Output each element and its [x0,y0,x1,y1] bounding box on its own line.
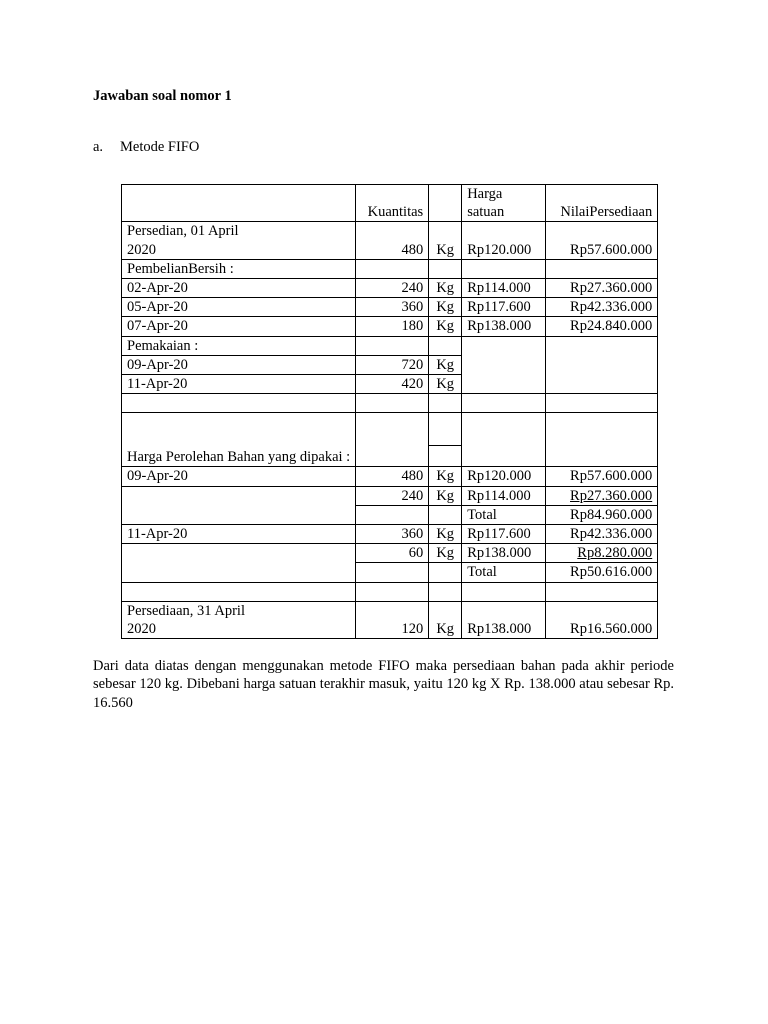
list-item-letter: a. [93,139,104,155]
hpp-value: Rp8.280.000 [577,545,653,562]
total-label: Total [462,563,546,582]
closing-qty: 120 [356,601,429,638]
opening-price: Rp120.000 [462,222,546,259]
hpp-date: 11-Apr-20 [122,525,356,544]
table-row [122,486,658,505]
table-row [122,279,658,298]
hpp-price: Rp117.600 [462,525,546,544]
hpp-label: Harga Perolehan Bahan yang dipakai : [122,413,356,467]
table-row [122,413,658,467]
usage-date: 09-Apr-20 [122,355,356,374]
total-value: Rp84.960.000 [546,505,658,524]
table-row [122,336,658,355]
purchase-unit: Kg [429,279,462,298]
list-item-label: Metode FIFO [120,139,200,155]
table-row [122,601,658,638]
purchase-qty: 360 [356,298,429,317]
usage-unit: Kg [429,375,462,394]
hpp-price: Rp120.000 [462,467,546,486]
hpp-unit: Kg [429,525,462,544]
header-kuantitas: Kuantitas [356,185,429,222]
purchase-price: Rp117.600 [462,298,546,317]
hpp-value: Rp42.336.000 [546,525,658,544]
purchase-date: 05-Apr-20 [122,298,356,317]
hpp-value: Rp57.600.000 [546,467,658,486]
opening-label-line1: Persedian, 01 April [127,223,239,240]
hpp-qty: 360 [356,525,429,544]
hpp-date: 09-Apr-20 [122,467,356,486]
conclusion-paragraph: Dari data diatas dengan menggunakan metode FIFO maka persediaan bahan pada akhir periode sebesar 120 kg. Dibebani harga satuan terakhir masuk, yaitu 120 kg X Rp. 138.000 atau sebesar Rp. 16.560 [93,657,674,711]
opening-value: Rp57.600.000 [546,222,658,259]
usage-qty: 420 [356,375,429,394]
header-empty-cell [122,185,356,222]
pemakaian-label: Pemakaian : [122,336,356,355]
header-unit-cell [429,185,462,222]
table-row [122,298,658,317]
hpp-price: Rp138.000 [462,544,546,563]
table-row [122,467,658,486]
opening-unit: Kg [429,222,462,259]
purchase-date: 02-Apr-20 [122,279,356,298]
closing-label-line2: 2020 [127,621,156,638]
purchase-qty: 240 [356,279,429,298]
usage-date: 11-Apr-20 [122,375,356,394]
hpp-unit: Kg [429,467,462,486]
usage-unit: Kg [429,355,462,374]
list-item-a [93,139,199,156]
purchase-price: Rp114.000 [462,279,546,298]
hpp-unit: Kg [429,486,462,505]
table-row [122,259,658,278]
total-value: Rp50.616.000 [546,563,658,582]
header-harga-line1: Harga [467,186,503,202]
hpp-price: Rp114.000 [462,486,546,505]
table-header-row [122,185,658,222]
header-harga-satuan [462,185,546,222]
purchase-price: Rp138.000 [462,317,546,336]
opening-qty: 480 [356,222,429,259]
closing-label-line1: Persediaan, 31 April [127,602,245,619]
hpp-unit: Kg [429,544,462,563]
purchase-qty: 180 [356,317,429,336]
total-label: Total [462,505,546,524]
table-row-blank [122,394,658,413]
closing-label [122,601,356,638]
header-harga-line2: satuan [467,204,505,221]
closing-price: Rp138.000 [462,601,546,638]
purchase-date: 07-Apr-20 [122,317,356,336]
table-row [122,525,658,544]
purchase-unit: Kg [429,317,462,336]
closing-unit: Kg [429,601,462,638]
table-row [122,544,658,563]
purchase-value: Rp24.840.000 [546,317,658,336]
header-nilai: NilaiPersediaan [546,185,658,222]
purchase-value: Rp27.360.000 [546,279,658,298]
fifo-table [121,184,658,639]
hpp-qty: 240 [356,486,429,505]
page-heading: Jawaban soal nomor 1 [93,88,232,104]
hpp-qty: 60 [356,544,429,563]
usage-qty: 720 [356,355,429,374]
table-row [122,222,658,259]
purchase-value: Rp42.336.000 [546,298,658,317]
opening-label [122,222,356,259]
table-row [122,317,658,336]
opening-label-line2: 2020 [127,241,156,258]
pembelian-label: PembelianBersih : [122,259,356,278]
purchase-unit: Kg [429,298,462,317]
table-row-blank [122,582,658,601]
hpp-value: Rp27.360.000 [570,487,653,504]
closing-value: Rp16.560.000 [546,601,658,638]
hpp-qty: 480 [356,467,429,486]
